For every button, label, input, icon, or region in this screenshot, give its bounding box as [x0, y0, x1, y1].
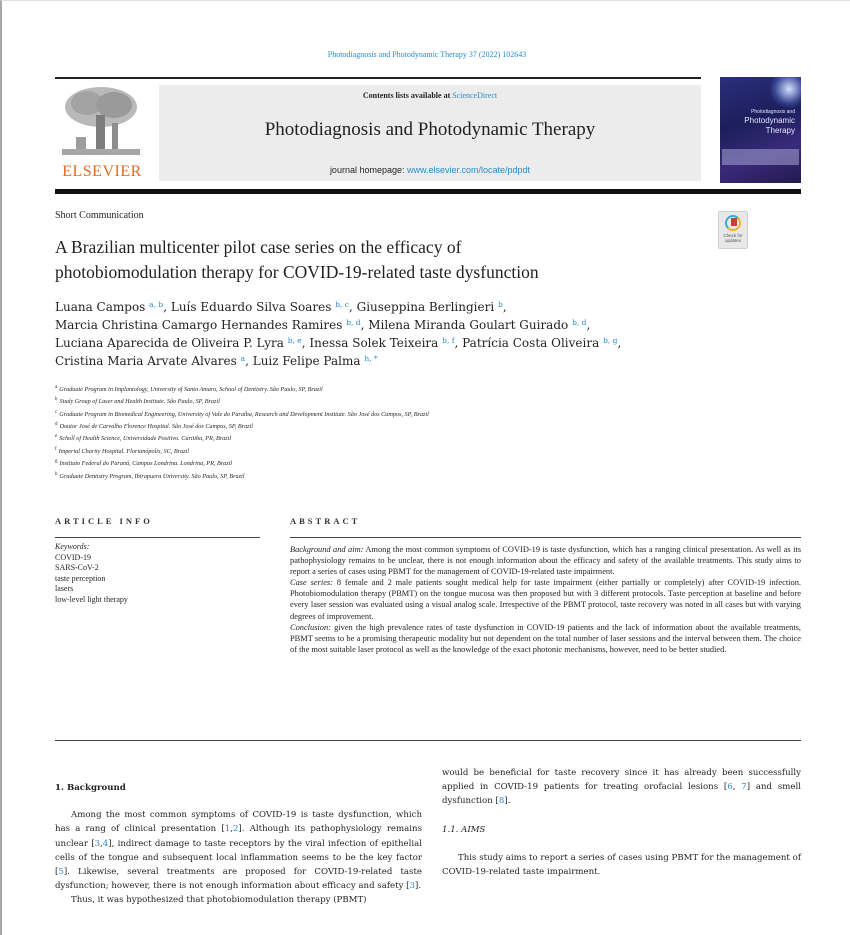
- affiliations: [55, 383, 795, 482]
- abstract-rule: [290, 537, 801, 538]
- abstract-section-label: Case series:: [290, 578, 333, 588]
- body-column-left: [55, 781, 422, 908]
- elsevier-logo: [54, 83, 150, 181]
- citation-link[interactable]: 1: [224, 824, 231, 835]
- abstract-section: Case series: 8 female and 2 male patients sought medical help for taste impairment (either partially or completely) after COVID-19 infection. Photobiomodulation therapy (PBMT) on the tongue mucosa was then proposed but with 3 different protocols. Taste perception at baseline and before every laser session was evaluated using a visual analog scale. Irrespective of the PBMT protocol, taste recovery was noted in all cases but with varying degrees of improvement.: [290, 578, 801, 621]
- keyword: SARS-CoV-2: [55, 563, 99, 573]
- affiliation: $^h$ Graduate Dentistry Program, Ibirapuera University. São Paulo, SP, Brazil: [55, 471, 245, 480]
- body-paragraph: Among the most common symptoms of COVID-19 is taste dysfunction, which has a rang of clinical presentation [1,2]. Although its pathophysiology remains unclear [3,4], indirect damage to taste receptors by the viral infection of epithelial cells of the tongue and subsequent local inflammation seems to be the key factor [5]. Likewise, several treatments are proposed for COVID-19-related taste dysfunction; however, there is not enough information about efficacy and safety [3].: [55, 810, 422, 892]
- elsevier-wordmark: ELSEVIER: [62, 163, 142, 180]
- author-affil-link[interactable]: b: [498, 300, 503, 309]
- author-affil-link[interactable]: a, b: [149, 300, 164, 309]
- author-affil-link[interactable]: b, g: [603, 336, 618, 345]
- author-name[interactable]: Cristina Maria Arvate Alvares: [55, 354, 237, 368]
- body-paragraph: Thus, it was hypothesized that photobiomodulation therapy (PBMT): [71, 895, 367, 906]
- affiliation: $^f$ Imperial Charity Hospital. Florianópolis, SC, Brazil: [55, 446, 189, 455]
- author-line: Luciana Aparecida de Oliveira P. Lyra $^{b, e}$, Inessa Solek Teixeira $^{b, f}$, Patrícia Costa Oliveira $^{b, g}$,: [55, 336, 622, 350]
- citation-link[interactable]: 2: [232, 824, 239, 835]
- elsevier-tree-icon: [62, 85, 140, 157]
- body-paragraph: This study aims to report a series of cases using PBMT for the management of COVID-19-related taste impairment.: [442, 852, 801, 878]
- subsection-heading: 1.1. AIMS: [442, 824, 486, 835]
- abstract-heading: ABSTRACT: [290, 516, 361, 526]
- article-title: A Brazilian multicenter pilot case series on the efficacy of photobiomodulation therapy for COVID-19-related taste dysfunction: [55, 237, 539, 282]
- author-name[interactable]: Luiz Felipe Palma: [252, 354, 361, 368]
- author-name[interactable]: Luciana Aparecida de Oliveira P. Lyra: [55, 336, 284, 350]
- keywords-label: Keywords:: [55, 542, 90, 551]
- article-info-heading: ARTICLE INFO: [55, 516, 153, 526]
- author-affil-link[interactable]: b, f: [442, 336, 455, 345]
- author-line: Marcia Christina Camargo Hernandes Ramires $^{b, d}$, Milena Miranda Goulart Guirado $^{b, d}$,: [55, 318, 591, 332]
- abstract-section: Background and aim: Among the most common symptoms of COVID-19 is taste dysfunction, which has a ranging clinical presentation. As well as its pathophysiology remains to be unclear, there is not enough information about the efficacy and safety of the available treatments. This study aims to report a series of cases using PBMT for the management of COVID-19-related taste impairment.: [290, 545, 801, 577]
- author-affil-link[interactable]: b, e: [287, 336, 302, 345]
- body-paragraph: would be beneficial for taste recovery since it has already been successfully applied in COVID-19 patients for treating orofacial lesions [6, 7] and smell dysfunction [8].: [442, 768, 801, 807]
- affiliation: $^b$ Study Group of Laser and Health Institute. São Paulo, SP, Brazil: [55, 397, 220, 406]
- journal-homepage-link[interactable]: www.elsevier.com/locate/pdpdt: [407, 165, 531, 175]
- cover-light-glow: [769, 77, 801, 109]
- affiliation: $^d$ Doutor José de Carvalho Florence Hospital. São José dos Campos, SP, Brazil: [55, 422, 254, 431]
- keywords-list: [55, 542, 128, 606]
- check-for-updates-button[interactable]: Check for updates: [718, 211, 748, 249]
- section-heading: 1. Background: [55, 783, 126, 793]
- author-name[interactable]: Giuseppina Berlingieri: [356, 300, 495, 314]
- author-line: Luana Campos $^{a, b}$, Luís Eduardo Silva Soares $^{b, c}$, Giuseppina Berlingieri $^b$,: [55, 300, 507, 314]
- abstract-section-label: Conclusion:: [290, 622, 331, 632]
- author-name[interactable]: Luís Eduardo Silva Soares: [170, 300, 332, 314]
- keyword: COVID-19: [55, 552, 91, 562]
- citation-link[interactable]: 8: [498, 796, 505, 807]
- author-name[interactable]: Patrícia Costa Oliveira: [462, 336, 600, 350]
- author-name[interactable]: Inessa Solek Teixeira: [309, 336, 439, 350]
- header-rule: [55, 77, 701, 79]
- author-name[interactable]: Marcia Christina Camargo Hernandes Ramires: [55, 318, 343, 332]
- crossmark-flag-icon: [731, 218, 737, 226]
- author-affil-link[interactable]: a: [240, 354, 246, 363]
- affiliation: $^c$ Graduate Program in Biomedical Engineering, University of Vale do Paraíba, Research and Development Institute. São José dos Campos, SP, Brazil: [55, 409, 429, 418]
- affiliation: $^g$ Instituto Federal do Paraná, Campus Londrina. Londrina, PR, Brazil: [55, 459, 233, 468]
- author-affil-link[interactable]: b, d: [346, 318, 361, 327]
- journal-cover-image: [720, 77, 801, 183]
- homepage-line: [159, 165, 701, 175]
- author-affil-link[interactable]: b, d: [572, 318, 587, 327]
- affiliation: $^a$ Graduate Program in Implantology, University of Santo Amaro, School of Dentistry. São Paulo, SP, Brazil: [55, 385, 323, 394]
- abstract-section: Conclusion: given the high prevalence rates of taste dysfunction in COVID-19 patients and the lack of information about the available treatments, PBMT seems to be a promising therapeutic modality but not dependent on the total number of laser sessions and the interval between them. The choice of the most suitable laser protocol as well as the knowledge of the exact photonic mechanisms, however, need to be better studied.: [290, 622, 801, 654]
- abstract-body: [290, 544, 801, 655]
- citation-link[interactable]: 4: [102, 838, 109, 849]
- author-affil-link[interactable]: h, *: [364, 354, 378, 363]
- author-name[interactable]: Milena Miranda Goulart Guirado: [368, 318, 569, 332]
- citation-link[interactable]: 7: [741, 782, 747, 793]
- affiliation: $^e$ Scholl of Health Science, Universidade Positivo. Curitiba, PR, Brazil: [55, 434, 232, 443]
- keyword: low-level light therapy: [55, 594, 128, 604]
- keyword: taste perception: [55, 573, 106, 583]
- journal-title: Photodiagnosis and Photodynamic Therapy: [264, 119, 596, 140]
- sciencedirect-link[interactable]: ScienceDirect: [452, 91, 498, 100]
- author-list: [55, 298, 755, 370]
- contents-line: [159, 91, 701, 100]
- author-line: Cristina Maria Arvate Alvares $^a$, Luiz Felipe Palma $^{h, *}$: [55, 354, 378, 368]
- author-name[interactable]: Luana Campos: [55, 300, 146, 314]
- citation-link[interactable]: 3: [94, 838, 101, 849]
- article-type: Short Communication: [55, 210, 144, 221]
- citation-link[interactable]: 6: [727, 782, 733, 793]
- masthead-thick-rule: [55, 189, 801, 194]
- author-affil-link[interactable]: b, c: [335, 300, 349, 309]
- cover-title: Photodiagnosis and Photodynamic Therapy: [744, 109, 795, 135]
- citation-link[interactable]: 3: [409, 881, 415, 892]
- abstract-section-label: Background and aim:: [290, 545, 364, 554]
- citation-link[interactable]: 5: [58, 867, 64, 878]
- article-info-rule: [55, 537, 260, 538]
- keyword: lasers: [55, 584, 74, 594]
- homepage-prefix: journal homepage:: [329, 165, 407, 175]
- body-column-right: [442, 766, 801, 879]
- contents-prefix: Contents lists available at: [362, 91, 453, 100]
- journal-masthead: [159, 85, 701, 181]
- cover-band: [722, 149, 799, 165]
- running-head: Photodiagnosis and Photodynamic Therapy 37 (2022) 102643: [327, 50, 527, 59]
- abstract-bottom-rule: [55, 740, 801, 741]
